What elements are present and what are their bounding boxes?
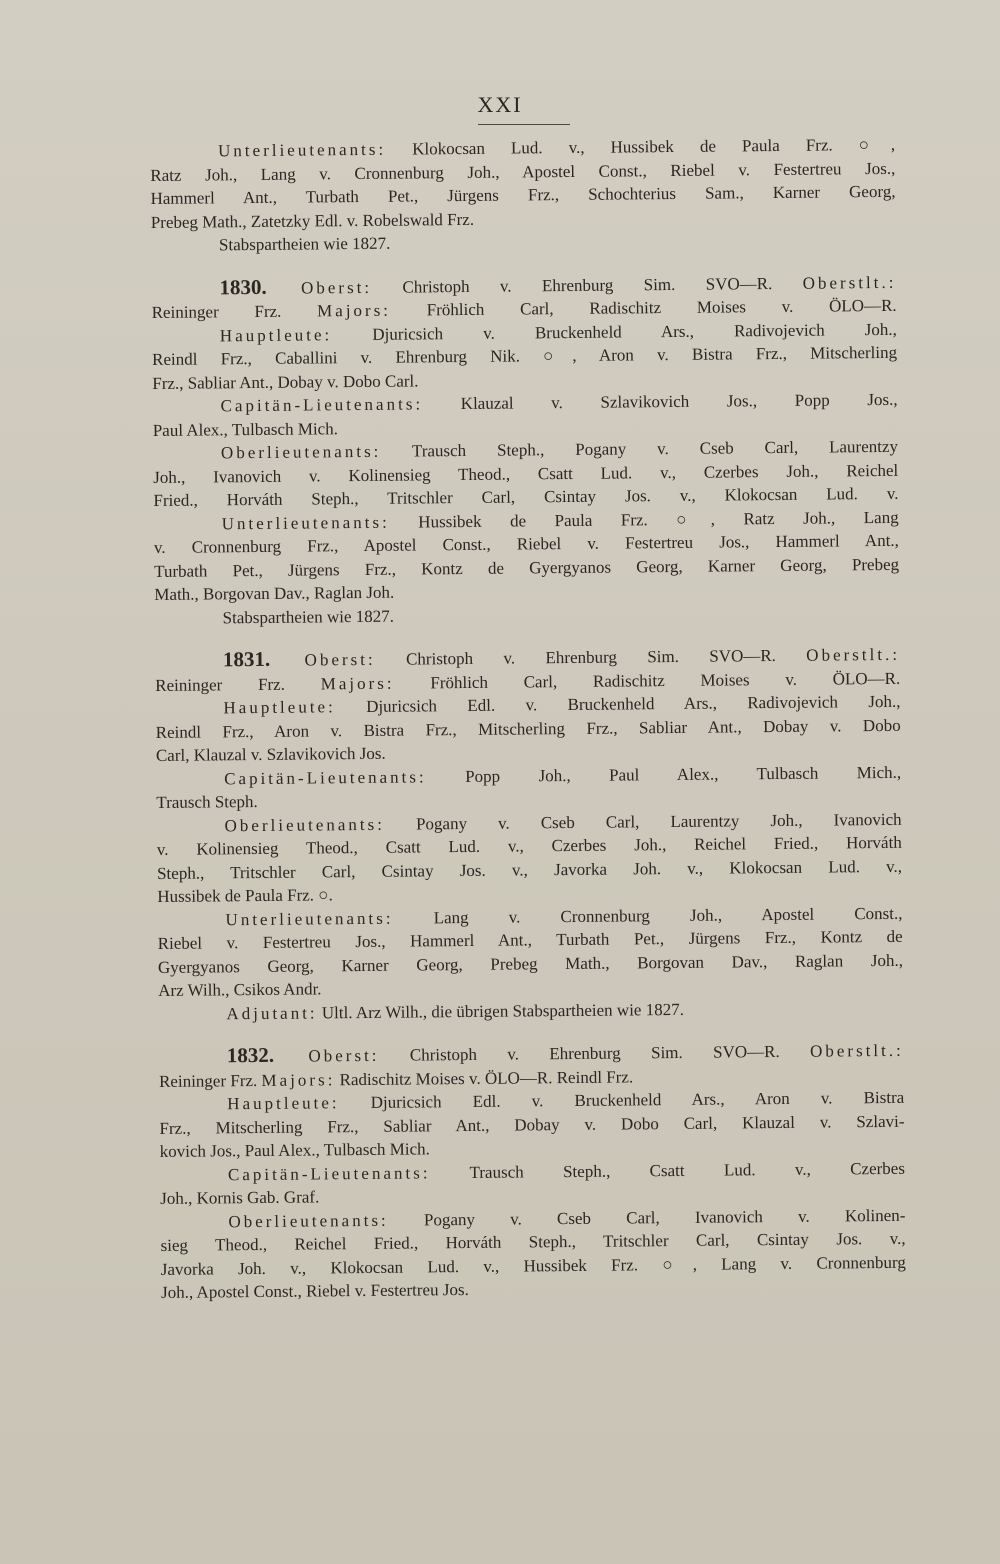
rank-label: Unterlieutenants: [221, 512, 390, 533]
text-line: Oberlieutenants: Trausch Steph., Pogany v. Cseb Carl, Laurentzy [220, 436, 899, 463]
text-line: Unterlieutenants: Klokocsan Lud. v., Hussibek de Paula Frz. ○, [218, 134, 896, 161]
rank-label: Majors: [317, 300, 392, 321]
text-line: Hammerl Ant., Turbath Pet., Jürgens Frz., Schochterius Sam., Karner Georg, [150, 181, 896, 208]
text-line: Trausch Steph. [156, 791, 258, 812]
text-line: Reindl Frz., Caballini v. Ehrenburg Nik. ○, Aron v. Bistra Frz., Mitscherling [152, 342, 898, 369]
text-line: Stabspartheien wie 1827. [218, 233, 391, 255]
year-heading-1830: 1830. Oberst: Christoph v. Ehrenburg Sim. SVO—R. Oberstlt.: [219, 272, 897, 299]
rank-label: Oberstlt.: [809, 1040, 904, 1061]
rank-label: Capitän-Lieutenants: [224, 766, 427, 788]
rank-label: Oberlieutenants: [224, 814, 386, 835]
text-line: Adjutant: Ultl. Arz Wilh., die übrigen Stabspartheien wie 1827. [226, 999, 685, 1023]
text-line: Hauptleute: Djuricsich Edl. v. Bruckenheld Ars., Radivojevich Joh., [223, 691, 901, 718]
text-line: Joh., Kornis Gab. Graf. [160, 1187, 320, 1208]
text-line: Fried., Horváth Steph., Tritschler Carl, Csintay Jos. v., Klokocsan Lud. v. [153, 483, 899, 510]
rank-label: Adjutant: [226, 1002, 318, 1023]
text-line: Riebel v. Festertreu Jos., Hammerl Ant., Turbath Pet., Jürgens Frz., Kontz de [157, 926, 903, 953]
text-line: Reindl Frz., Aron v. Bistra Frz., Mitscherling Frz., Sabliar Ant., Dobay v. Dobo [155, 715, 901, 742]
text-line: Joh., Apostel Const., Riebel v. Festertreu Jos. [160, 1279, 469, 1302]
text-line: Reininger Frz. Majors: Fröhlich Carl, Radischitz Moises v. ÖLO—R. [155, 668, 901, 695]
rank-label: Oberst: [300, 277, 373, 298]
year-heading-1831: 1831. Oberst: Christoph v. Ehrenburg Sim. SVO—R. Oberstlt.: [222, 644, 901, 672]
year-label: 1832. [226, 1042, 275, 1068]
text-line: Joh., Ivanovich v. Kolinensieg Theod., Csatt Lud. v., Czerbes Joh., Reichel [153, 460, 899, 487]
page-number: XXI [477, 92, 523, 117]
text-line: Capitän-Lieutenants: Popp Joh., Paul Alex., Tulbasch Mich., [224, 762, 902, 788]
rank-label: Oberstlt.: [806, 644, 901, 665]
text-line: v. Kolinensieg Theod., Csatt Lud. v., Czerbes Joh., Reichel Fried., Horváth [156, 832, 902, 859]
text-line: Frz., Sabliar Ant., Dobay v. Dobo Carl. [152, 370, 419, 393]
text-line: Capitän-Lieutenants: Trausch Steph., Csatt Lud. v., Czerbes [227, 1158, 905, 1184]
rank-label: Oberlieutenants: [228, 1210, 389, 1231]
text-line: Oberlieutenants: Pogany v. Cseb Carl, Ivanovich v. Kolinen- [228, 1205, 906, 1231]
text-line: Carl, Klauzal v. Szlavikovich Jos. [155, 743, 386, 765]
rank-label: Hauptleute: [227, 1093, 340, 1114]
text-line: Javorka Joh. v., Klokocsan Lud. v., Hussibek Frz. ○, Lang v. Cronnenburg [160, 1252, 906, 1279]
rank-label: Oberst: [304, 649, 376, 670]
text-line: Capitän-Lieutenants: Klauzal v. Szlavikovich Jos., Popp Jos., [220, 389, 898, 416]
text-line: sieg Theod., Reichel Fried., Horváth Steph., Tritschler Carl, Csintay Jos. v., [160, 1228, 906, 1255]
page-number-rule [478, 124, 570, 125]
rank-label: Unterlieutenants: [225, 908, 394, 929]
text-line: Arz Wilh., Csikos Andr. [158, 979, 322, 1000]
rank-label: Hauptleute: [223, 697, 336, 718]
rank-label: Capitän-Lieutenants: [220, 394, 424, 416]
text-line: Ratz Joh., Lang v. Cronnenburg Joh., Apostel Const., Riebel v. Festertreu Jos., [150, 158, 896, 185]
text-line: Math., Borgovan Dav., Raglan Joh. [154, 582, 395, 604]
text-line: Steph., Tritschler Carl, Csintay Jos. v., Javorka Joh. v., Klokocsan Lud. v., [156, 856, 903, 883]
text-line: Prebeg Math., Zatetzky Edl. v. Robelswald Frz. [150, 209, 475, 232]
rank-label: Majors: [261, 1069, 336, 1090]
year-label: 1830. [219, 274, 267, 299]
rank-label: Majors: [320, 673, 395, 693]
rank-label: Oberst: [308, 1045, 380, 1066]
roster-text [150, 133, 906, 1305]
year-heading-1832: 1832. Oberst: Christoph v. Ehrenburg Sim. SVO—R. Oberstlt.: [226, 1040, 904, 1068]
text-line: Oberlieutenants: Pogany v. Cseb Carl, Laurentzy Joh., Ivanovich [224, 809, 902, 835]
text-line: Reininger Frz. Majors: Radischitz Moises v. ÖLO—R. Reindl Frz. [158, 1066, 634, 1091]
text-line: Unterlieutenants: Hussibek de Paula Frz. ○, Ratz Joh., Lang [221, 507, 899, 533]
text-line: Paul Alex., Tulbasch Mich. [152, 418, 338, 440]
rank-label: Unterlieutenants: [218, 139, 387, 161]
text-line: Reininger Frz. Majors: Fröhlich Carl, Radischitz Moises v. ÖLO—R. [151, 295, 897, 322]
text-line: Stabspartheien wie 1827. [222, 606, 395, 627]
text-line: Gyergyanos Georg, Karner Georg, Prebeg Math., Borgovan Dav., Raglan Joh., [157, 950, 903, 977]
text-line: Frz., Mitscherling Frz., Sabliar Ant., Dobay v. Dobo Carl, Klauzal v. Szlavi- [159, 1111, 905, 1138]
year-label: 1831. [222, 646, 271, 672]
rank-label: Oberstlt.: [802, 272, 897, 293]
text-line: v. Cronnenburg Frz., Apostel Const., Riebel v. Festertreu Jos., Hammerl Ant., [153, 530, 899, 557]
rank-label: Oberlieutenants: [220, 441, 382, 463]
text-line: Turbath Pet., Jürgens Frz., Kontz de Gyergyanos Georg, Karner Georg, Prebeg [154, 554, 900, 581]
text-line: kovich Jos., Paul Alex., Tulbasch Mich. [159, 1139, 430, 1161]
text-line: Hussibek de Paula Frz. ○. [157, 885, 333, 906]
rank-label: Capitän-Lieutenants: [227, 1162, 431, 1184]
text-line: Unterlieutenants: Lang v. Cronnenburg Joh., Apostel Const., [225, 903, 903, 929]
text-line: Hauptleute: Djuricsich v. Bruckenheld Ars., Radivojevich Joh., [219, 319, 897, 345]
text-line: Hauptleute: Djuricsich Edl. v. Bruckenheld Ars., Aron v. Bistra [227, 1087, 905, 1114]
rank-label: Hauptleute: [219, 324, 333, 345]
